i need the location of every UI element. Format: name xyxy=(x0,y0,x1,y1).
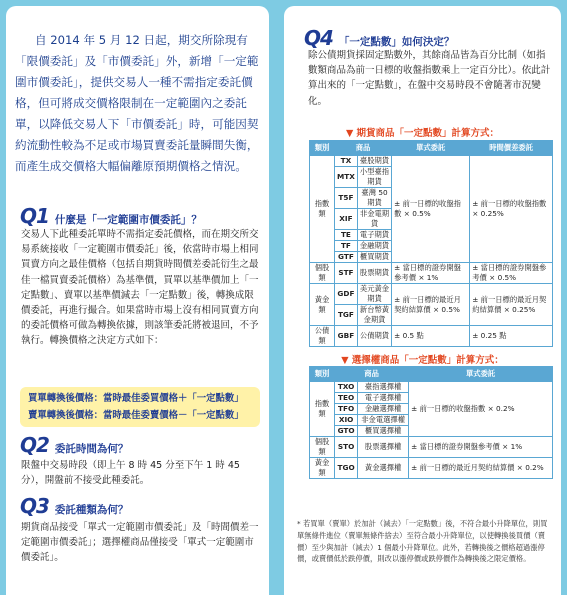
header-single: 單式委託 xyxy=(409,367,553,382)
table-row xyxy=(310,284,553,305)
product-code: TXO xyxy=(335,382,358,393)
options-stock-category: 個股類 xyxy=(310,437,335,458)
product-name: 臺股期貨 xyxy=(357,156,391,167)
futures-stock-category: 個股類 xyxy=(310,263,335,284)
futures-header-row xyxy=(310,141,553,156)
futures-index-category: 指數類 xyxy=(310,156,335,263)
q2-number: Q2 xyxy=(20,433,49,457)
product-name: 電子選擇權 xyxy=(358,393,409,404)
q2-heading xyxy=(20,433,128,457)
product-code: T5F xyxy=(335,188,358,209)
product-code: STF xyxy=(335,263,358,284)
conversion-formula-box xyxy=(20,387,260,427)
futures-stock-spread: ± 當日標的證券開盤參考價 × 0.5% xyxy=(470,263,553,284)
product-code: GTO xyxy=(335,426,358,437)
product-name: 小型臺指期貨 xyxy=(357,167,391,188)
q3-heading xyxy=(20,494,128,518)
product-name: 股票期貨 xyxy=(357,263,391,284)
q1-heading xyxy=(20,204,202,228)
options-index-category: 指數類 xyxy=(310,382,335,437)
q3-number: Q3 xyxy=(20,494,49,518)
q1-title: 什麼是「一定範圍市價委託」？ xyxy=(54,214,202,226)
q4-heading xyxy=(304,26,454,50)
product-name: 電子期貨 xyxy=(357,230,391,241)
product-code: TFO xyxy=(335,404,358,415)
product-code: GBF xyxy=(335,326,358,347)
right-panel xyxy=(284,6,561,595)
table-row xyxy=(310,263,553,284)
product-code: TGF xyxy=(335,305,358,326)
futures-index-single: ± 前一日標的收盤指數 × 0.5% xyxy=(392,156,470,263)
futures-index-spread: ± 前一日標的收盤指數 × 0.25% xyxy=(470,156,553,263)
product-name: 金融期貨 xyxy=(357,241,391,252)
product-code: TEO xyxy=(335,393,358,404)
product-code: MTX xyxy=(335,167,358,188)
options-section-title: ▼ 選擇權商品「一定點數」計算方式： xyxy=(341,355,504,366)
product-code: GTF xyxy=(335,252,358,263)
futures-gold-spread: ± 前一日標的最近月契約結算價 × 0.25% xyxy=(470,284,553,326)
left-panel xyxy=(6,6,269,595)
product-name: 櫃買選擇權 xyxy=(358,426,409,437)
options-index-single: ± 前一日標的收盤指數 × 0.2% xyxy=(409,382,553,437)
header-spread: 時間價差委託 xyxy=(470,141,553,156)
futures-bond-single: ± 0.5 點 xyxy=(392,326,470,347)
product-name: 臺灣 50 期貨 xyxy=(357,188,391,209)
table-row xyxy=(310,326,553,347)
header-category: 類別 xyxy=(310,367,335,382)
table-row xyxy=(310,458,553,479)
product-code: TGO xyxy=(335,458,358,479)
intro-paragraph: 自 2014 年 5 月 12 日起，期交所除現有「限價委託」及「市價委託」外，新增「一定範圍市價委託」，提供交易人一種不需指定委託價格，但可將成交價格限制在一定範圍內之委託單，以降低交易人下「市價委託」時，可能因契約流動性較為不足或市場買賣委託量瞬間失衡，而產生成交價格大幅偏離原預期價格之情況。 xyxy=(15,33,259,173)
product-code: XIO xyxy=(335,415,358,426)
futures-bond-category: 公債類 xyxy=(310,326,335,347)
futures-gold-single: ± 前一日標的最近月契約結算價 × 0.5% xyxy=(392,284,470,326)
futures-section-title: ▼ 期貨商品「一定點數」計算方式： xyxy=(345,128,500,139)
futures-table xyxy=(309,140,553,347)
formula-sell: 賣單轉換後價格：當時最佳委賣價格－「一定點數」 xyxy=(28,410,244,421)
q1-body: 交易人下此種委託單時不需指定委託價格，而在期交所交易系統接收「一定範圍市價委託」後，依當時市場上相同買賣方向之最佳價格（包括自期貨時間價差委託衍生之最佳一檔買賣委託價格）為基準價，買單以基準價加上「一定點數」、賣單以基準價減去「一定點數」後，轉換成限價委託，再進行撮合。如果當時市場上沒有相同買賣方向的委託價格可做為轉換依據，則該筆委託將被退回，不予執行。轉換價格之決定方式如下： xyxy=(21,229,259,347)
q2-body: 限盤中交易時段（即上午 8 時 45 分至下午 1 時 45 分），開盤前不接受此種委託。 xyxy=(21,460,240,487)
product-code: STO xyxy=(335,437,358,458)
product-code: TF xyxy=(335,241,358,252)
product-name: 臺指選擇權 xyxy=(358,382,409,393)
options-header-row xyxy=(310,367,553,382)
formula-buy: 買單轉換後價格：當時最佳委買價格＋「一定點數」 xyxy=(28,393,244,404)
product-name: 非金電選擇權 xyxy=(358,415,409,426)
product-name: 美元黃金期貨 xyxy=(357,284,391,305)
product-code: TX xyxy=(335,156,358,167)
product-name: 股票選擇權 xyxy=(358,437,409,458)
product-name: 公債期貨 xyxy=(357,326,391,347)
q2-title: 委託時間為何？ xyxy=(54,443,129,455)
options-gold-single: ± 前一日標的最近月契約結算價 × 0.2% xyxy=(409,458,553,479)
futures-bond-spread: ± 0.25 點 xyxy=(470,326,553,347)
header-product: 商品 xyxy=(335,367,409,382)
product-name: 新台幣黃金期貨 xyxy=(357,305,391,326)
q4-body: 除公債期貨採固定點數外，其餘商品皆為百分比制（如指數類商品為前一日標的收盤指數乘上一定百分比）。依此計算出來的「一定點數」，在盤中交易時段不會隨著市況變化。 xyxy=(308,50,551,107)
product-code: TE xyxy=(335,230,358,241)
product-name: 櫃買期貨 xyxy=(357,252,391,263)
product-code: GDF xyxy=(335,284,358,305)
futures-stock-single: ± 當日標的證券開盤參考價 × 1% xyxy=(392,263,470,284)
header-single: 單式委託 xyxy=(392,141,470,156)
table-row xyxy=(310,156,553,167)
q3-body: 期貨商品接受「單式一定範圍市價委託」及「時間價差一定範圍市價委託」；選擇權商品僅接受「單式一定範圍市價委託」。 xyxy=(21,522,259,564)
footnote: * 若買單（賣單）於加計（減去）「一定點數」後，不符合最小升降單位，則買單無條件進位（賣單無條件捨去）至符合最小升降單位，以使轉換後買價（賣價）至少與加計（減去）1 個最小升降單位。此外，若轉換後之價格超過漲停價，或賣價低於跌停價，則改以漲停價或跌停價作為轉換後之限定價格。 xyxy=(297,519,548,564)
product-name: 金融選擇權 xyxy=(358,404,409,415)
q4-title: 「一定點數」如何決定？ xyxy=(338,36,455,48)
product-name: 黃金選擇權 xyxy=(358,458,409,479)
q1-number: Q1 xyxy=(20,204,49,228)
options-table xyxy=(309,366,553,479)
q3-title: 委託種類為何？ xyxy=(54,504,129,516)
futures-gold-category: 黃金類 xyxy=(310,284,335,326)
options-gold-category: 黃金類 xyxy=(310,458,335,479)
header-category: 類別 xyxy=(310,141,335,156)
options-stock-single: ± 當日標的證券開盤參考價 × 1% xyxy=(409,437,553,458)
header-product: 商品 xyxy=(335,141,392,156)
product-name: 非金電期貨 xyxy=(357,209,391,230)
product-code: XIF xyxy=(335,209,358,230)
table-row xyxy=(310,382,553,393)
q4-number: Q4 xyxy=(304,26,333,50)
table-row xyxy=(310,437,553,458)
